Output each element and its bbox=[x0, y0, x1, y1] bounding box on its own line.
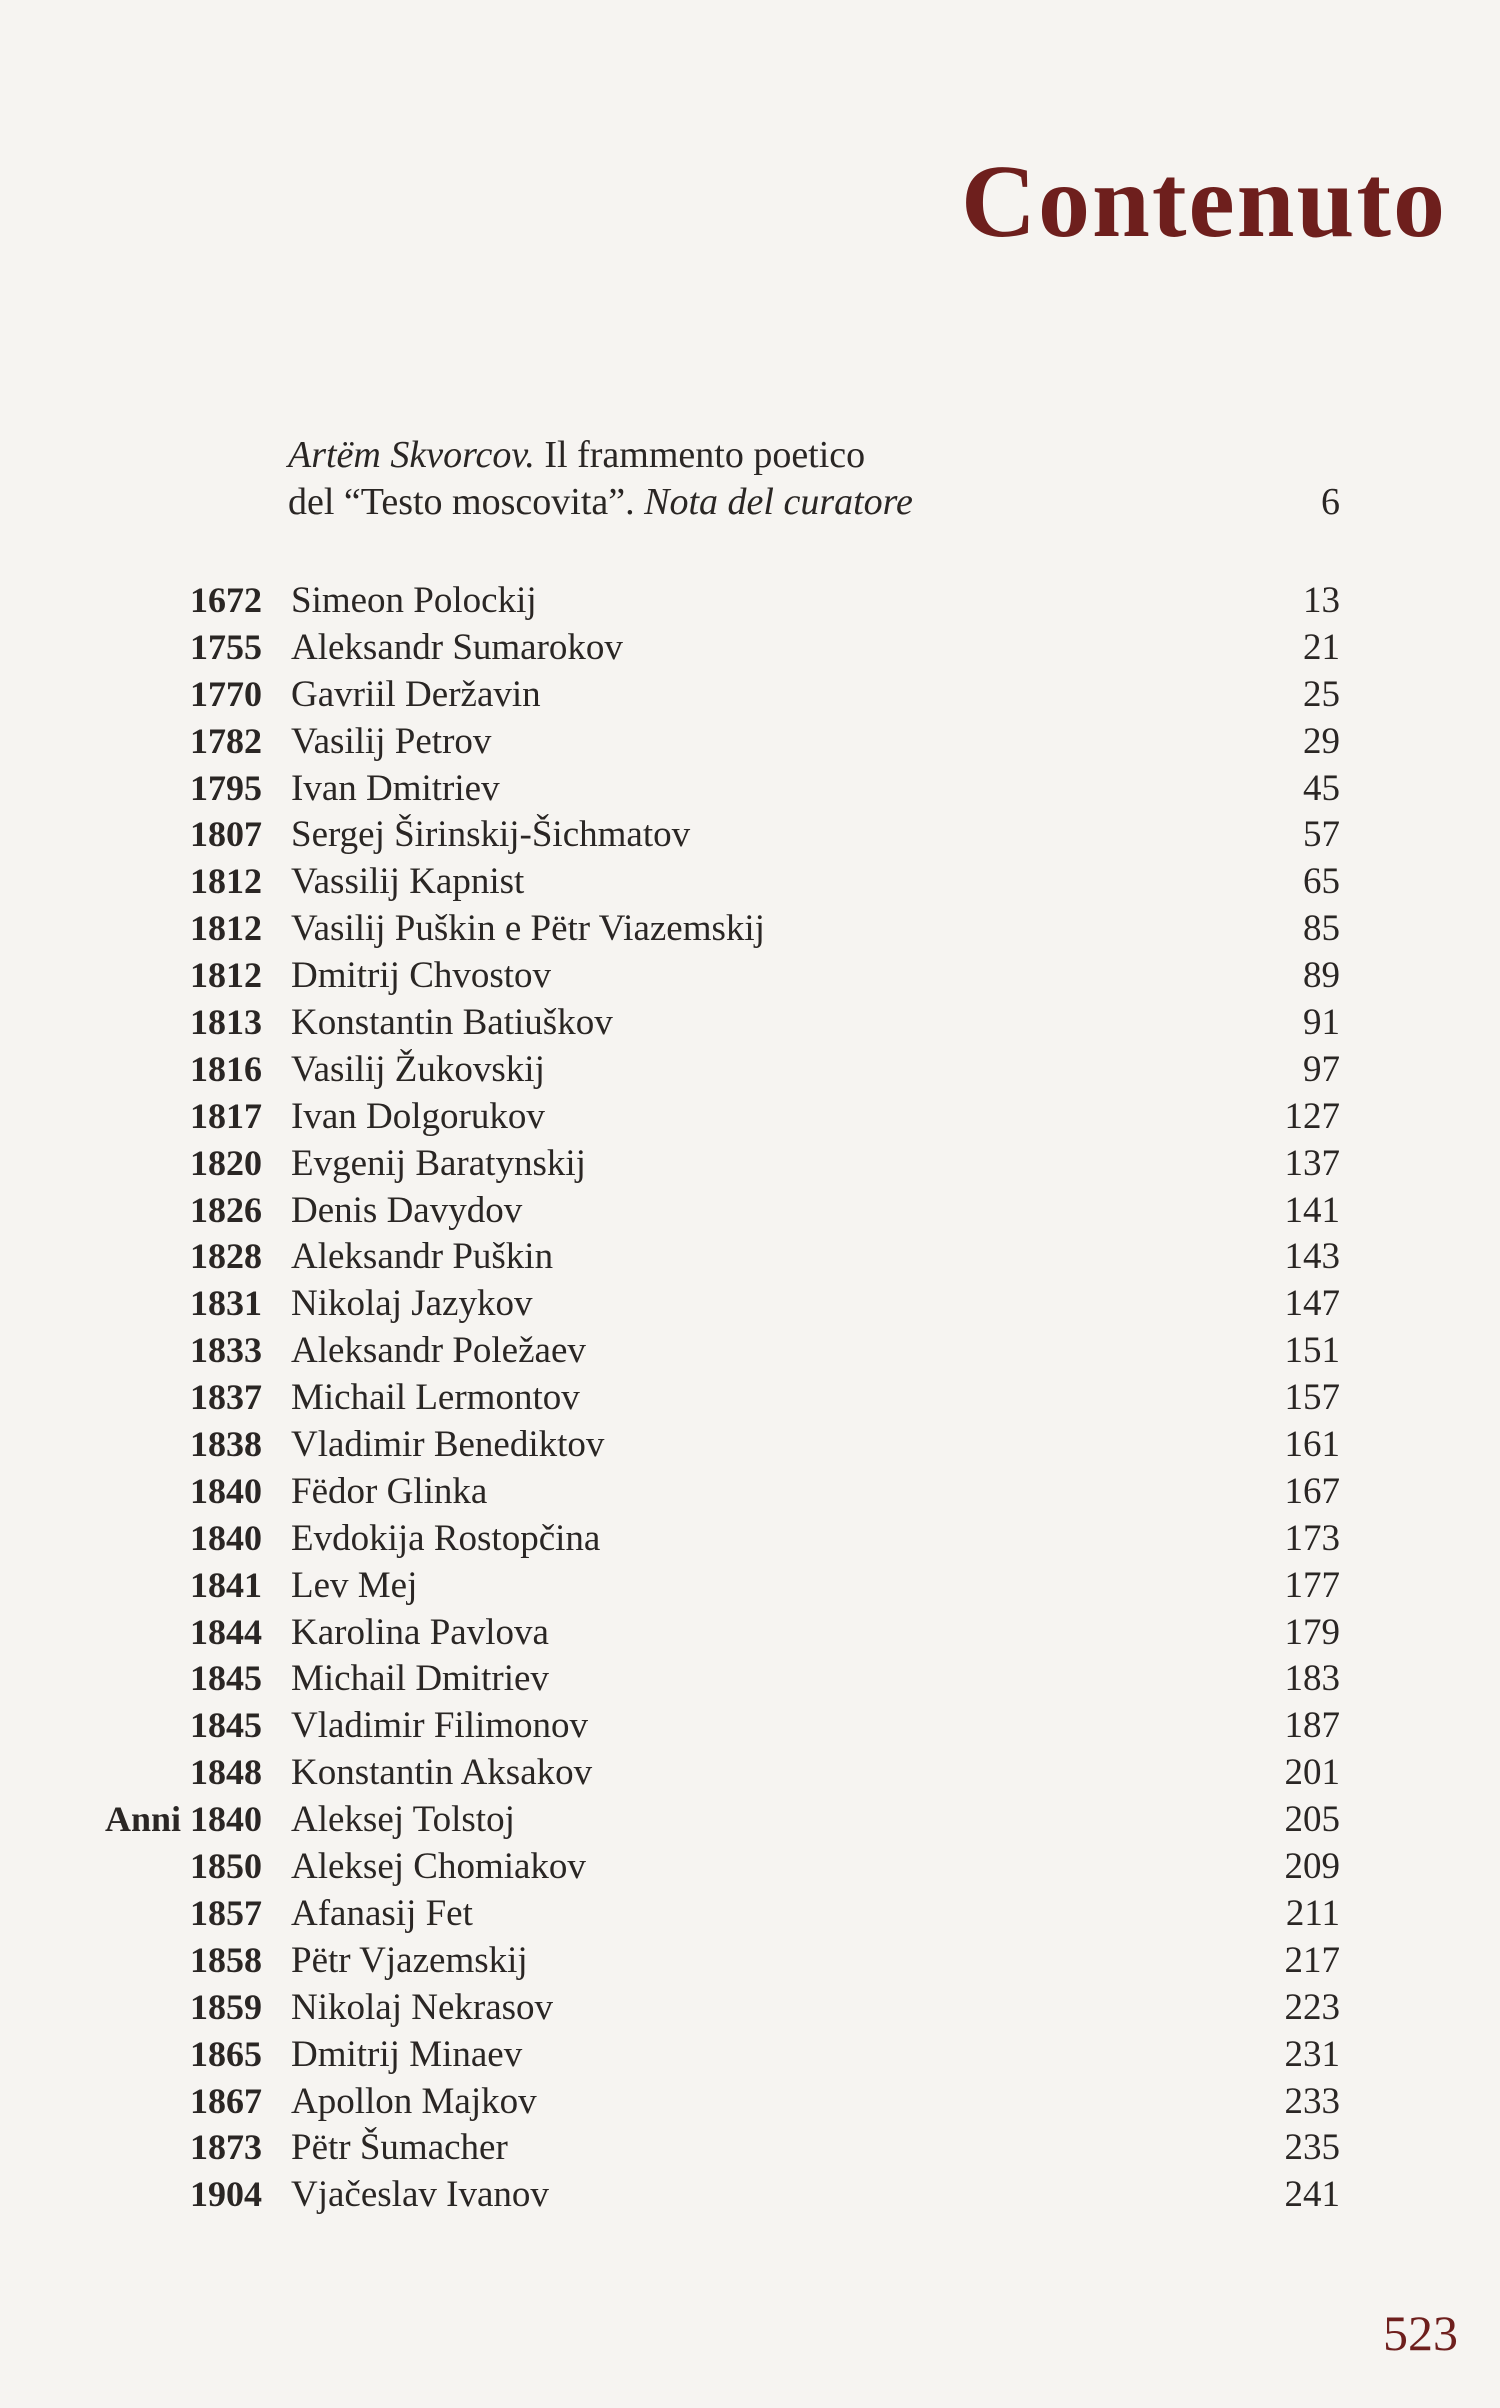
curator-note-title-line-2 bbox=[288, 483, 913, 521]
toc-entry-poet: Vasilij Žukovskij bbox=[291, 1048, 545, 1090]
toc-entry bbox=[0, 1848, 1500, 1895]
toc-entry-year: 1812 bbox=[190, 861, 262, 902]
toc-entry bbox=[0, 626, 1500, 676]
toc-entry-year: 1833 bbox=[190, 1330, 262, 1371]
toc-entry bbox=[0, 1189, 1500, 1239]
toc-entry bbox=[0, 957, 1500, 1004]
toc-entry bbox=[0, 1986, 1500, 2036]
toc-entry-poet: Aleksandr Poležaev bbox=[291, 1330, 586, 1372]
toc-entry-year: 1812 bbox=[190, 908, 262, 949]
toc-entry-page: 223 bbox=[1284, 1986, 1340, 2028]
toc-entry-year: 1782 bbox=[190, 720, 262, 761]
toc-entry-page: 29 bbox=[1303, 720, 1340, 762]
toc-entry-year: 1858 bbox=[190, 1939, 262, 1980]
toc-entry-poet: Denis Davydov bbox=[291, 1189, 523, 1231]
toc-entry-poet: Aleksandr Puškin bbox=[291, 1236, 554, 1278]
toc-entry-year: 1840 bbox=[190, 1470, 262, 1511]
toc-entry bbox=[0, 1707, 1500, 1754]
toc-entry-year: 1755 bbox=[190, 626, 262, 667]
toc-entry-poet: Konstantin Aksakov bbox=[291, 1752, 593, 1794]
curator-note-title-part-1: Il frammento poetico bbox=[534, 434, 866, 476]
toc-entry-page: 233 bbox=[1284, 2080, 1340, 2122]
toc-entry-poet: Fëdor Glinka bbox=[291, 1470, 488, 1512]
toc-entry-poet: Karolina Pavlova bbox=[291, 1611, 549, 1653]
toc-entry-year: 1795 bbox=[190, 767, 262, 808]
toc-entry-page: 57 bbox=[1303, 814, 1340, 856]
toc-entry-year: 1844 bbox=[190, 1611, 262, 1652]
toc-entry bbox=[0, 910, 1500, 957]
toc-entry bbox=[0, 1095, 1500, 1145]
toc-entry-page: 97 bbox=[1303, 1048, 1340, 1090]
toc-entry-poet: Vassilij Kapnist bbox=[291, 861, 525, 903]
toc-entry bbox=[0, 1285, 1500, 1332]
toc-entry-page: 167 bbox=[1284, 1470, 1340, 1512]
curator-note-title-part-2: del “Testo moscovita”. bbox=[288, 481, 645, 523]
toc-entry bbox=[0, 2176, 1500, 2223]
toc-entry bbox=[0, 1379, 1500, 1426]
toc-entry bbox=[0, 816, 1500, 863]
toc-entry-year: 1859 bbox=[190, 1986, 262, 2027]
page-title: Contenuto bbox=[960, 143, 1447, 259]
toc-entry-year: 1828 bbox=[190, 1236, 262, 1277]
toc-entry bbox=[0, 767, 1500, 817]
toc-entry-poet: Nikolaj Jazykov bbox=[291, 1283, 533, 1325]
toc-entry-year: 1816 bbox=[190, 1048, 262, 1089]
toc-entry-poet: Vasilij Petrov bbox=[291, 720, 492, 762]
toc-entry bbox=[0, 1142, 1500, 1192]
toc-entry-year: 1867 bbox=[190, 2080, 262, 2121]
toc-entry-poet: Michail Lermontov bbox=[291, 1377, 580, 1419]
toc-entry-poet: Evgenij Baratynskij bbox=[291, 1142, 586, 1184]
toc-entry-page: 45 bbox=[1303, 767, 1340, 809]
toc-entry-year: 1812 bbox=[190, 955, 262, 996]
toc-entry-poet: Simeon Polockij bbox=[291, 580, 537, 621]
toc-entry-year: 1857 bbox=[190, 1892, 262, 1933]
toc-entry bbox=[0, 1660, 1500, 1707]
toc-entry-poet: Dmitrij Minaev bbox=[291, 2033, 523, 2075]
toc-entry-year: 1838 bbox=[190, 1424, 262, 1465]
toc-entry-page: 141 bbox=[1284, 1189, 1340, 1231]
toc-entry-poet: Pëtr Šumacher bbox=[291, 2127, 508, 2169]
toc-entry bbox=[0, 863, 1500, 910]
toc-entry bbox=[0, 1611, 1500, 1661]
toc-entry-page: 211 bbox=[1285, 1892, 1340, 1934]
toc-entry-poet: Vasilij Puškin e Pëtr Viazemskij bbox=[291, 908, 765, 950]
curator-note-title-line-1 bbox=[288, 436, 865, 474]
toc-entry-poet: Lev Mej bbox=[291, 1564, 418, 1606]
toc-entry-page: 179 bbox=[1284, 1611, 1340, 1653]
toc-entry-year: 1770 bbox=[190, 673, 262, 714]
toc-entry-poet: Aleksej Chomiakov bbox=[291, 1846, 586, 1888]
toc-entry bbox=[0, 1754, 1500, 1801]
toc-entry-poet: Konstantin Batiuškov bbox=[291, 1002, 613, 1044]
toc-entry-page: 217 bbox=[1284, 1939, 1340, 1981]
toc-entry-year: 1841 bbox=[190, 1564, 262, 1605]
toc-entry-year: 1865 bbox=[190, 2033, 262, 2074]
toc-entry-poet: Afanasij Fet bbox=[291, 1892, 473, 1934]
toc-entry bbox=[0, 1238, 1500, 1285]
toc-entry-page: 177 bbox=[1284, 1564, 1340, 1606]
toc-entry-page: 137 bbox=[1284, 1142, 1340, 1184]
toc-entry-page: 187 bbox=[1284, 1705, 1340, 1747]
toc-entry bbox=[0, 673, 1500, 723]
toc-entry-year: 1873 bbox=[190, 2127, 262, 2168]
curator-note-page-number: 6 bbox=[1321, 481, 1340, 523]
toc-entry-page: 231 bbox=[1284, 2033, 1340, 2075]
toc-entry-poet: Nikolaj Nekrasov bbox=[291, 1986, 554, 2028]
table-of-contents bbox=[0, 582, 1500, 2223]
toc-entry-poet: Aleksandr Sumarokov bbox=[291, 626, 623, 668]
toc-entry-year: 1840 bbox=[190, 1517, 262, 1558]
toc-entry-year: 1831 bbox=[190, 1283, 262, 1324]
toc-entry-year: 1837 bbox=[190, 1377, 262, 1418]
toc-entry-poet: Pëtr Vjazemskij bbox=[291, 1939, 528, 1981]
toc-entry-page: 201 bbox=[1284, 1752, 1340, 1794]
toc-entry-poet: Evdokija Rostopčina bbox=[291, 1517, 601, 1559]
toc-entry-poet: Dmitrij Chvostov bbox=[291, 955, 552, 997]
toc-entry-page: 151 bbox=[1284, 1330, 1340, 1372]
toc-entry-page: 85 bbox=[1303, 908, 1340, 950]
toc-entry-page: 183 bbox=[1284, 1658, 1340, 1700]
toc-entry bbox=[0, 720, 1500, 770]
toc-entry bbox=[0, 2080, 1500, 2130]
toc-entry-poet: Vjačeslav Ivanov bbox=[291, 2174, 549, 2216]
toc-entry-year: 1850 bbox=[190, 1846, 262, 1887]
toc-entry-year: 1817 bbox=[190, 1095, 262, 1136]
toc-entry-year: 1820 bbox=[190, 1142, 262, 1183]
toc-entry-year: 1807 bbox=[190, 814, 262, 855]
toc-entry-year: 1845 bbox=[190, 1658, 262, 1699]
toc-entry bbox=[0, 2033, 1500, 2083]
toc-entry-year: 1845 bbox=[190, 1705, 262, 1746]
toc-entry-page: 13 bbox=[1303, 580, 1340, 621]
toc-entry-year: Anni 1840 bbox=[104, 1799, 262, 1840]
toc-entry-year: 1848 bbox=[190, 1752, 262, 1793]
toc-entry bbox=[0, 1517, 1500, 1567]
toc-entry-poet: Sergej Širinskij-Šichmatov bbox=[291, 814, 691, 856]
curator-note-entry bbox=[0, 436, 1500, 536]
toc-entry-page: 157 bbox=[1284, 1377, 1340, 1419]
toc-entry bbox=[0, 1470, 1500, 1520]
toc-entry-poet: Apollon Majkov bbox=[291, 2080, 537, 2122]
folio-page-number: 523 bbox=[1383, 2305, 1458, 2361]
toc-entry-year: 1826 bbox=[190, 1189, 262, 1230]
toc-entry bbox=[0, 1332, 1500, 1379]
toc-entry-page: 89 bbox=[1303, 955, 1340, 997]
toc-entry-page: 209 bbox=[1284, 1846, 1340, 1888]
curator-note-label: Nota del curatore bbox=[644, 481, 913, 523]
toc-entry-poet: Vladimir Filimonov bbox=[291, 1705, 589, 1747]
toc-entry-page: 205 bbox=[1284, 1799, 1340, 1841]
toc-entry-poet: Aleksej Tolstoj bbox=[291, 1799, 515, 1841]
toc-entry bbox=[0, 1801, 1500, 1848]
toc-entry-year: 1672 bbox=[190, 580, 262, 620]
toc-entry-page: 65 bbox=[1303, 861, 1340, 903]
toc-entry-page: 21 bbox=[1303, 626, 1340, 668]
toc-entry-page: 91 bbox=[1303, 1002, 1340, 1044]
toc-entry bbox=[0, 1004, 1500, 1051]
toc-entry-page: 161 bbox=[1284, 1424, 1340, 1466]
toc-entry-year: 1904 bbox=[190, 2174, 262, 2215]
toc-entry bbox=[0, 1892, 1500, 1942]
toc-entry bbox=[0, 1048, 1500, 1098]
toc-entry-poet: Vladimir Benediktov bbox=[291, 1424, 605, 1466]
toc-entry-poet: Michail Dmitriev bbox=[291, 1658, 549, 1700]
toc-entry-page: 25 bbox=[1303, 673, 1340, 715]
toc-entry bbox=[0, 1564, 1500, 1614]
toc-entry bbox=[0, 1426, 1500, 1473]
toc-entry bbox=[0, 2129, 1500, 2176]
toc-entry-page: 173 bbox=[1284, 1517, 1340, 1559]
toc-entry-page: 127 bbox=[1284, 1095, 1340, 1137]
toc-entry bbox=[0, 1939, 1500, 1989]
toc-entry-poet: Ivan Dolgorukov bbox=[291, 1095, 545, 1137]
toc-entry-page: 241 bbox=[1284, 2174, 1340, 2216]
toc-entry-page: 235 bbox=[1284, 2127, 1340, 2169]
toc-entry-year: 1813 bbox=[190, 1002, 262, 1043]
toc-entry bbox=[0, 582, 1500, 629]
toc-entry-poet: Ivan Dmitriev bbox=[291, 767, 500, 809]
toc-entry-page: 147 bbox=[1284, 1283, 1340, 1325]
toc-entry-page: 143 bbox=[1284, 1236, 1340, 1278]
curator-note-author: Artëm Skvorcov. bbox=[288, 434, 535, 476]
toc-entry-poet: Gavriil Deržavin bbox=[291, 673, 541, 715]
